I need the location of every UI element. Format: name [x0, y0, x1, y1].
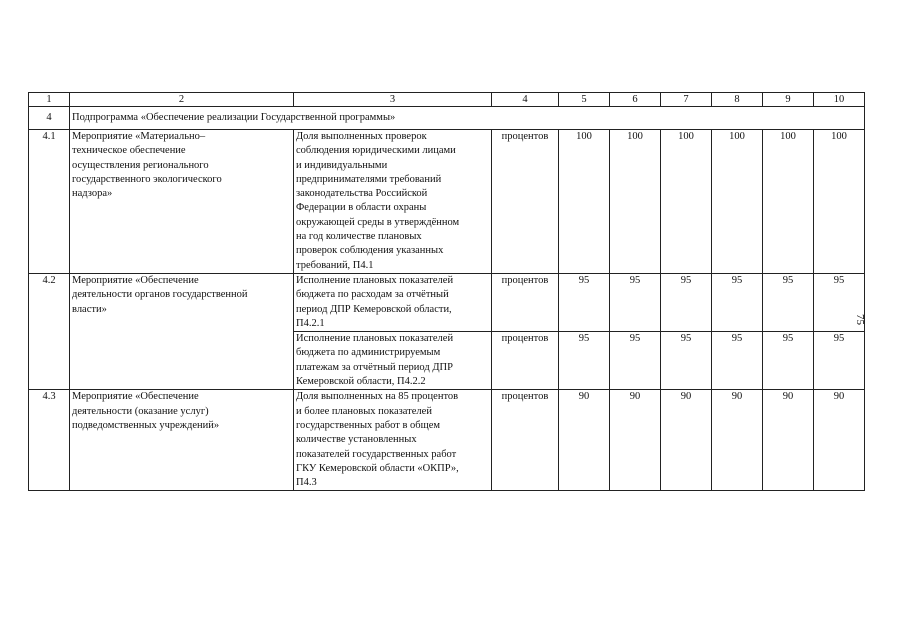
cell-line: подведомственных учреждений»: [72, 419, 220, 431]
unit: процентов: [492, 390, 559, 491]
year-value: 90: [763, 390, 814, 491]
year-value: 95: [814, 273, 865, 331]
year-value: 95: [712, 332, 763, 390]
event-name: [70, 390, 294, 491]
cell-line: показателей государственных работ: [296, 448, 457, 460]
year-value: 95: [559, 273, 610, 331]
column-number-cell: 7: [661, 93, 712, 107]
cell-line: законодательства Российской: [296, 188, 428, 200]
column-number-cell: 3: [294, 93, 492, 107]
indicator-name: [294, 130, 492, 274]
table-row: [29, 390, 865, 491]
column-number-cell: 1: [29, 93, 70, 107]
subprogram-row: [29, 107, 865, 130]
cell-line: платежам за отчётный период ДПР: [296, 361, 453, 373]
cell-line: Исполнение плановых показателей: [296, 333, 454, 345]
year-value: 95: [763, 273, 814, 331]
cell-line: Доля выполненных на 85 процентов: [296, 391, 459, 403]
column-number-row: [29, 93, 865, 107]
cell-line: количестве установленных: [296, 434, 417, 446]
year-value: 95: [763, 332, 814, 390]
indicator-name: [294, 273, 492, 331]
cell-line: государственных работ в общем: [296, 419, 441, 431]
year-value: 100: [763, 130, 814, 274]
unit: процентов: [492, 273, 559, 331]
cell-line: бюджета по расходам за отчётный: [296, 289, 449, 301]
year-value: 95: [610, 273, 661, 331]
column-number-cell: 4: [492, 93, 559, 107]
year-value: 90: [712, 390, 763, 491]
year-value: 95: [661, 273, 712, 331]
column-number-cell: 9: [763, 93, 814, 107]
indicator-name: [294, 390, 492, 491]
cell-line: ГКУ Кемеровской области «ОКПР»,: [296, 462, 459, 474]
cell-line: требований, П4.1: [296, 259, 374, 271]
cell-line: Федерации в области охраны: [296, 202, 427, 214]
indicators-table: [28, 92, 865, 491]
subprogram-title: Подпрограмма «Обеспечение реализации Государственной программы»: [70, 107, 865, 130]
column-number-cell: 10: [814, 93, 865, 107]
cell-line: Исполнение плановых показателей: [296, 274, 454, 286]
year-value: 100: [814, 130, 865, 274]
year-value: 95: [610, 332, 661, 390]
cell-line: проверок соблюдения указанных: [296, 245, 444, 257]
cell-line: период ДПР Кемеровской области,: [296, 303, 452, 315]
year-value: 95: [661, 332, 712, 390]
cell-line: Мероприятие «Обеспечение: [72, 391, 199, 403]
cell-line: Мероприятие «Обеспечение: [72, 274, 199, 286]
cell-line: П4.2.1: [296, 317, 325, 329]
column-number-cell: 8: [712, 93, 763, 107]
year-value: 90: [814, 390, 865, 491]
cell-line: соблюдения юридическими лицами: [296, 145, 456, 157]
cell-line: деятельности органов государственной: [72, 289, 248, 301]
subprogram-number: 4: [29, 107, 70, 130]
year-value: 90: [661, 390, 712, 491]
cell-line: и индивидуальными: [296, 159, 388, 171]
year-value: 90: [559, 390, 610, 491]
year-value: 95: [559, 332, 610, 390]
cell-line: осуществления регионального: [72, 159, 209, 171]
event-name: [70, 273, 294, 389]
cell-line: на год количестве плановых: [296, 231, 422, 243]
cell-line: надзора»: [72, 188, 113, 200]
page-number: 75: [854, 314, 866, 325]
year-value: 100: [559, 130, 610, 274]
column-number-cell: 2: [70, 93, 294, 107]
unit: процентов: [492, 332, 559, 390]
table-body: [29, 93, 865, 491]
cell-line: Мероприятие «Материально–: [72, 131, 206, 142]
table-row: [29, 273, 865, 331]
cell-line: окружающей среды в утверждённом: [296, 216, 460, 228]
cell-line: государственного экологического: [72, 173, 222, 185]
year-value: 100: [610, 130, 661, 274]
indicator-name: [294, 332, 492, 390]
year-value: 90: [610, 390, 661, 491]
cell-line: Доля выполненных проверок: [296, 131, 427, 142]
year-value: 95: [814, 332, 865, 390]
cell-line: бюджета по администрируемым: [296, 347, 441, 359]
cell-line: П4.3: [296, 477, 317, 489]
year-value: 100: [712, 130, 763, 274]
row-number: 4.2: [29, 273, 70, 389]
cell-line: деятельности (оказание услуг): [72, 405, 209, 417]
cell-line: власти»: [72, 303, 107, 315]
cell-line: Кемеровской области, П4.2.2: [296, 376, 426, 388]
column-number-cell: 5: [559, 93, 610, 107]
cell-line: техническое обеспечение: [72, 145, 186, 157]
cell-line: и более плановых показателей: [296, 405, 432, 417]
year-value: 100: [661, 130, 712, 274]
event-name: [70, 130, 294, 274]
row-number: 4.1: [29, 130, 70, 274]
unit: процентов: [492, 130, 559, 274]
row-number: 4.3: [29, 390, 70, 491]
year-value: 95: [712, 273, 763, 331]
table-row: [29, 130, 865, 274]
column-number-cell: 6: [610, 93, 661, 107]
cell-line: предпринимателями требований: [296, 173, 442, 185]
